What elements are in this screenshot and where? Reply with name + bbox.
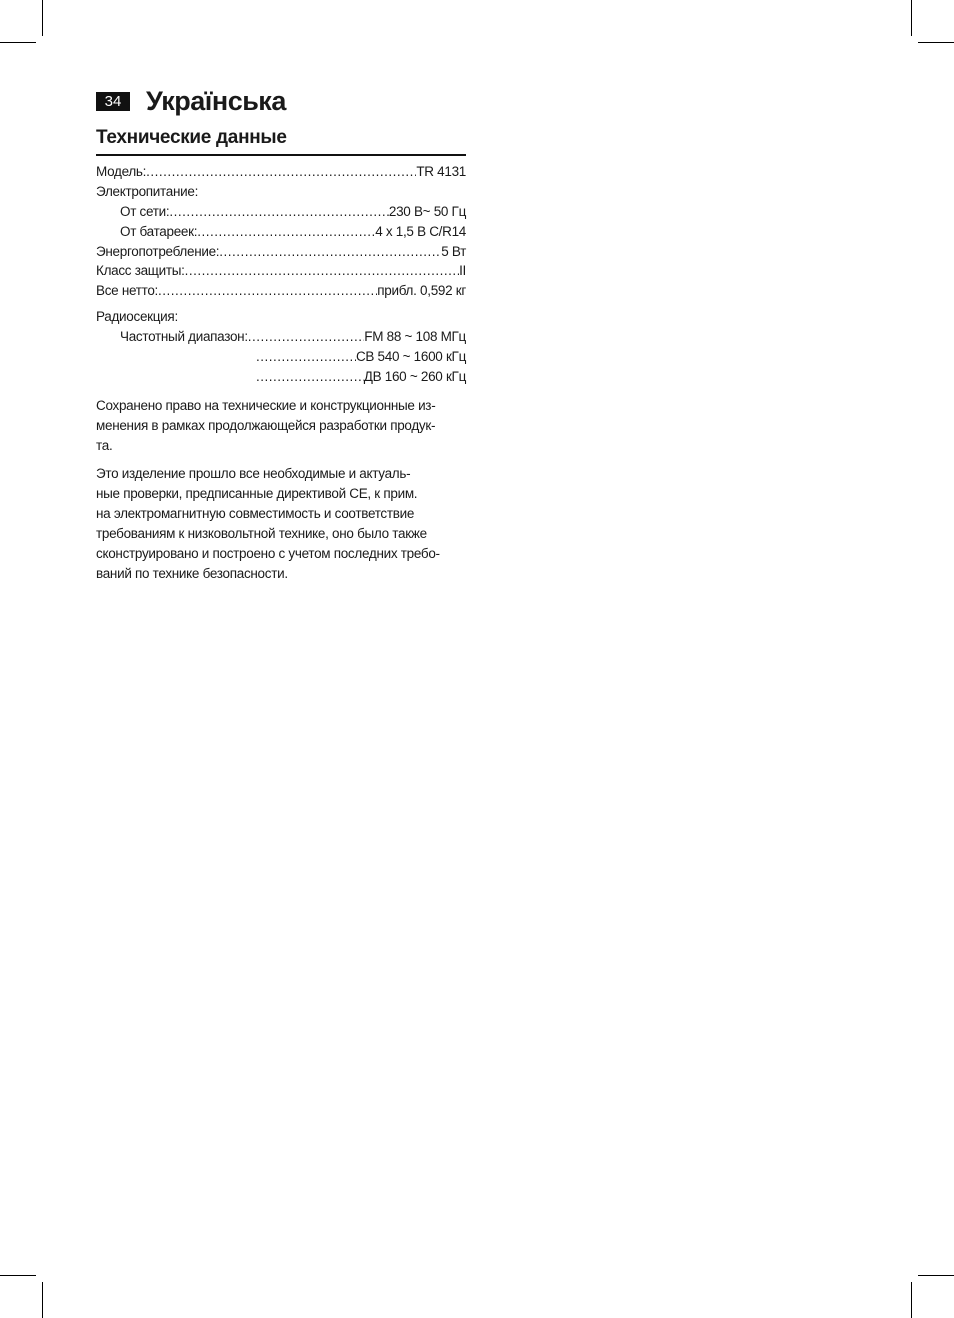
paragraph-line: Сохранено право на технические и конструкционные из-	[96, 397, 436, 413]
leader-dots	[219, 242, 441, 262]
spec-row-mains	[96, 202, 466, 222]
spec-sheet	[96, 162, 466, 584]
paragraph-line: требованиям к низковольтной технике, оно было также	[96, 525, 427, 541]
spec-value: 4 х 1,5 В C/R14	[375, 223, 466, 239]
leader-dots	[146, 162, 416, 182]
spec-label: Радиосекция:	[96, 309, 178, 325]
spec-row-model	[96, 162, 466, 182]
spec-value: 230 В~ 50 Гц	[388, 203, 466, 219]
conformity-paragraph	[96, 464, 466, 584]
spec-label: От сети:	[120, 203, 170, 219]
spec-row-mw	[96, 347, 466, 367]
spec-value: СВ 540 ~ 1600 кГц	[355, 349, 466, 365]
crop-mark	[918, 42, 954, 43]
spec-label: От батареек:	[120, 223, 198, 239]
leader-dots	[197, 222, 375, 242]
paragraph-line: та.	[96, 437, 113, 453]
paragraph-line: сконструировано и построено с учетом последних требо-	[96, 545, 440, 561]
crop-mark	[918, 1275, 954, 1276]
section-divider	[96, 154, 466, 156]
spec-row-lw	[96, 367, 466, 387]
leader-dots	[185, 261, 460, 281]
leader-dots	[248, 327, 365, 347]
rights-paragraph	[96, 396, 466, 456]
spec-row-power	[96, 182, 466, 202]
spec-row-radio	[96, 307, 466, 327]
page-number: 34	[96, 92, 130, 111]
language-title: Українська	[146, 86, 286, 116]
crop-mark	[911, 1282, 912, 1318]
spec-row-net-weight	[96, 281, 466, 301]
paragraph-line: ные проверки, предписанные директивой CE, к прим.	[96, 485, 418, 501]
leader-dots	[256, 367, 364, 387]
spec-row-protection	[96, 261, 466, 281]
spec-value: прибл. 0,592 кг	[377, 283, 466, 299]
crop-mark	[42, 1282, 43, 1318]
spec-label: Электропитание:	[96, 183, 199, 199]
leader-dots	[169, 202, 389, 222]
spec-label: Класс защиты:	[96, 263, 185, 279]
spec-label: Частотный диапазон:	[120, 329, 248, 345]
crop-mark	[911, 0, 912, 36]
crop-mark	[0, 42, 36, 43]
spacer	[96, 387, 466, 396]
crop-mark	[0, 1275, 36, 1276]
spec-value: II	[459, 263, 466, 279]
spec-value: ДВ 160 ~ 260 кГц	[363, 368, 466, 384]
leader-dots	[256, 347, 356, 367]
spec-value: 5 Вт	[441, 243, 466, 259]
paragraph-line: на электромагнитную совместимость и соответствие	[96, 505, 415, 521]
spec-row-consumption	[96, 242, 466, 262]
leader-dots	[158, 281, 377, 301]
spec-value: TR 4131	[416, 164, 466, 179]
spec-label: Энергопотребление:	[96, 243, 220, 259]
spec-label: Модель:	[96, 164, 147, 179]
paragraph-line: Это изделение прошло все необходимые и актуаль-	[96, 465, 411, 481]
spec-row-frequency	[96, 327, 466, 347]
paragraph-line: ваний по технике безопасности.	[96, 565, 288, 581]
spec-row-batteries	[96, 222, 466, 242]
spec-label: Все нетто:	[96, 283, 159, 299]
crop-mark	[42, 0, 43, 36]
section-title: Технические данные	[96, 127, 287, 148]
spec-value: FM 88 ~ 108 МГц	[364, 329, 466, 345]
paragraph-line: менения в рамках продолжающейся разработки продук-	[96, 417, 436, 433]
